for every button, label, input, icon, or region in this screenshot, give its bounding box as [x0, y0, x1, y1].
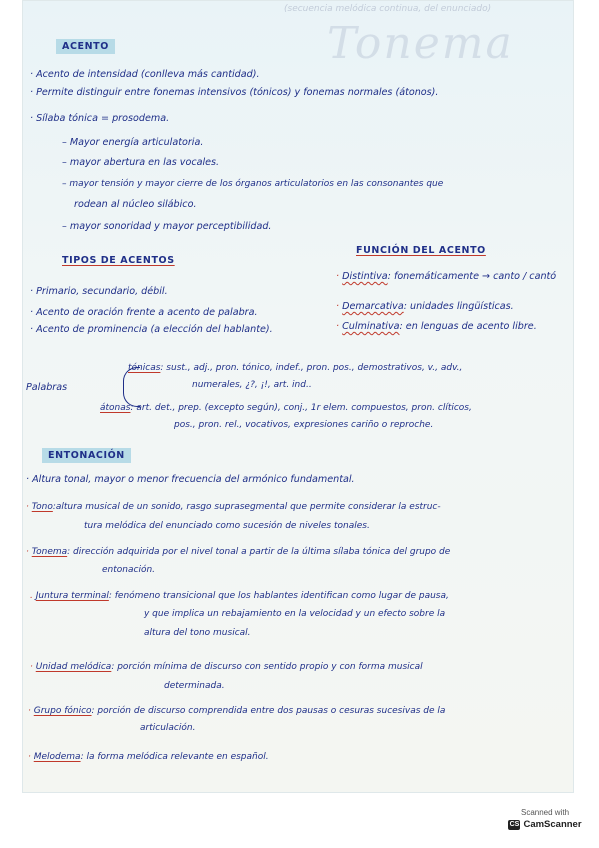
def-line: entonación.	[102, 565, 156, 575]
tipos-item: · Acento de prominencia (a elección del hablante).	[30, 324, 273, 335]
atonas-line: átonas: art. det., prep. (excepto según), conj., 1r elem. compuestos, pron. clíticos,	[100, 403, 472, 413]
funcion-item: · Distintiva: fonemáticamente → canto / cantó	[336, 271, 557, 282]
entonacion-intro: · Altura tonal, mayor o menor frecuencia del armónico fundamental.	[26, 474, 355, 485]
funcion-item: · Demarcativa: unidades lingüísticas.	[336, 301, 514, 312]
def-line: altura del tono musical.	[144, 628, 251, 638]
heading-entonacion: ENTONACIÓN	[42, 451, 131, 461]
heading-tipos: TIPOS DE ACENTOS	[62, 255, 175, 266]
tipos-item: · Primario, secundario, débil.	[30, 286, 168, 297]
acento-subitem: rodean al núcleo silábico.	[74, 199, 197, 210]
def-line: . Juntura terminal: fenómeno transicional que los hablantes identifican como lugar de pausa,	[30, 591, 449, 601]
acento-subitem: – mayor sonoridad y mayor perceptibilidad.	[62, 221, 272, 232]
camscanner-watermark	[503, 808, 587, 836]
acento-line: · Permite distinguir entre fonemas intensivos (tónicos) y fonemas normales (átonos).	[30, 87, 439, 98]
def-line: · Melodema: la forma melódica relevante en español.	[28, 752, 269, 762]
tipos-item: · Acento de oración frente a acento de palabra.	[30, 307, 258, 318]
acento-subitem: – mayor abertura en las vocales.	[62, 157, 220, 168]
acento-line: · Acento de intensidad (conlleva más cantidad).	[30, 69, 260, 80]
camscanner-brand: CS CamScanner	[509, 819, 582, 830]
acento-subitem: – Mayor energía articulatoria.	[62, 137, 204, 148]
def-line: y que implica un rebajamiento en la velocidad y un efecto sobre la	[144, 609, 446, 619]
palabras-label: Palabras	[26, 382, 68, 393]
heading-acento: ACENTO	[56, 42, 115, 52]
tonicas-line: numerales, ¿?, ¡!, art. ind..	[192, 380, 312, 390]
acento-line: · Sílaba tónica = prosodema.	[30, 113, 170, 124]
def-line: · Grupo fónico: porción de discurso comprendida entre dos pausas o cesuras sucesivas de la	[28, 706, 446, 716]
notebook-page	[22, 0, 574, 793]
tonicas-line: tónicas: sust., adj., pron. tónico, indef., pron. pos., demostrativos, v., adv.,	[128, 363, 463, 373]
faded-title: Tonema	[327, 18, 514, 69]
def-line: · Tono:altura musical de un sonido, rasgo suprasegmental que permite considerar la estruc-	[26, 502, 441, 512]
heading-funcion: FUNCIÓN DEL ACENTO	[356, 245, 486, 256]
def-line: · Unidad melódica: porción mínima de discurso con sentido propio y con forma musical	[30, 662, 423, 672]
camscanner-logo-icon: CS	[509, 821, 520, 828]
atonas-line: pos., pron. rel., vocativos, expresiones cariño o reproche.	[174, 420, 434, 430]
def-line: tura melódica del enunciado como sucesión de niveles tonales.	[84, 521, 370, 531]
def-line: determinada.	[164, 681, 225, 691]
acento-subitem: – mayor tensión y mayor cierre de los órganos articulatorios en las consonantes que	[62, 179, 444, 189]
def-line: articulación.	[140, 723, 196, 733]
funcion-item: · Culminativa: en lenguas de acento libre.	[336, 321, 537, 332]
scanned-with-text: Scanned with	[520, 808, 570, 817]
brace-shape	[123, 367, 140, 407]
faded-header-text: (secuencia melódica continua, del enunciado)	[284, 4, 492, 14]
def-line: · Tonema: dirección adquirida por el nivel tonal a partir de la última sílaba tónica del grupo de	[26, 547, 451, 557]
